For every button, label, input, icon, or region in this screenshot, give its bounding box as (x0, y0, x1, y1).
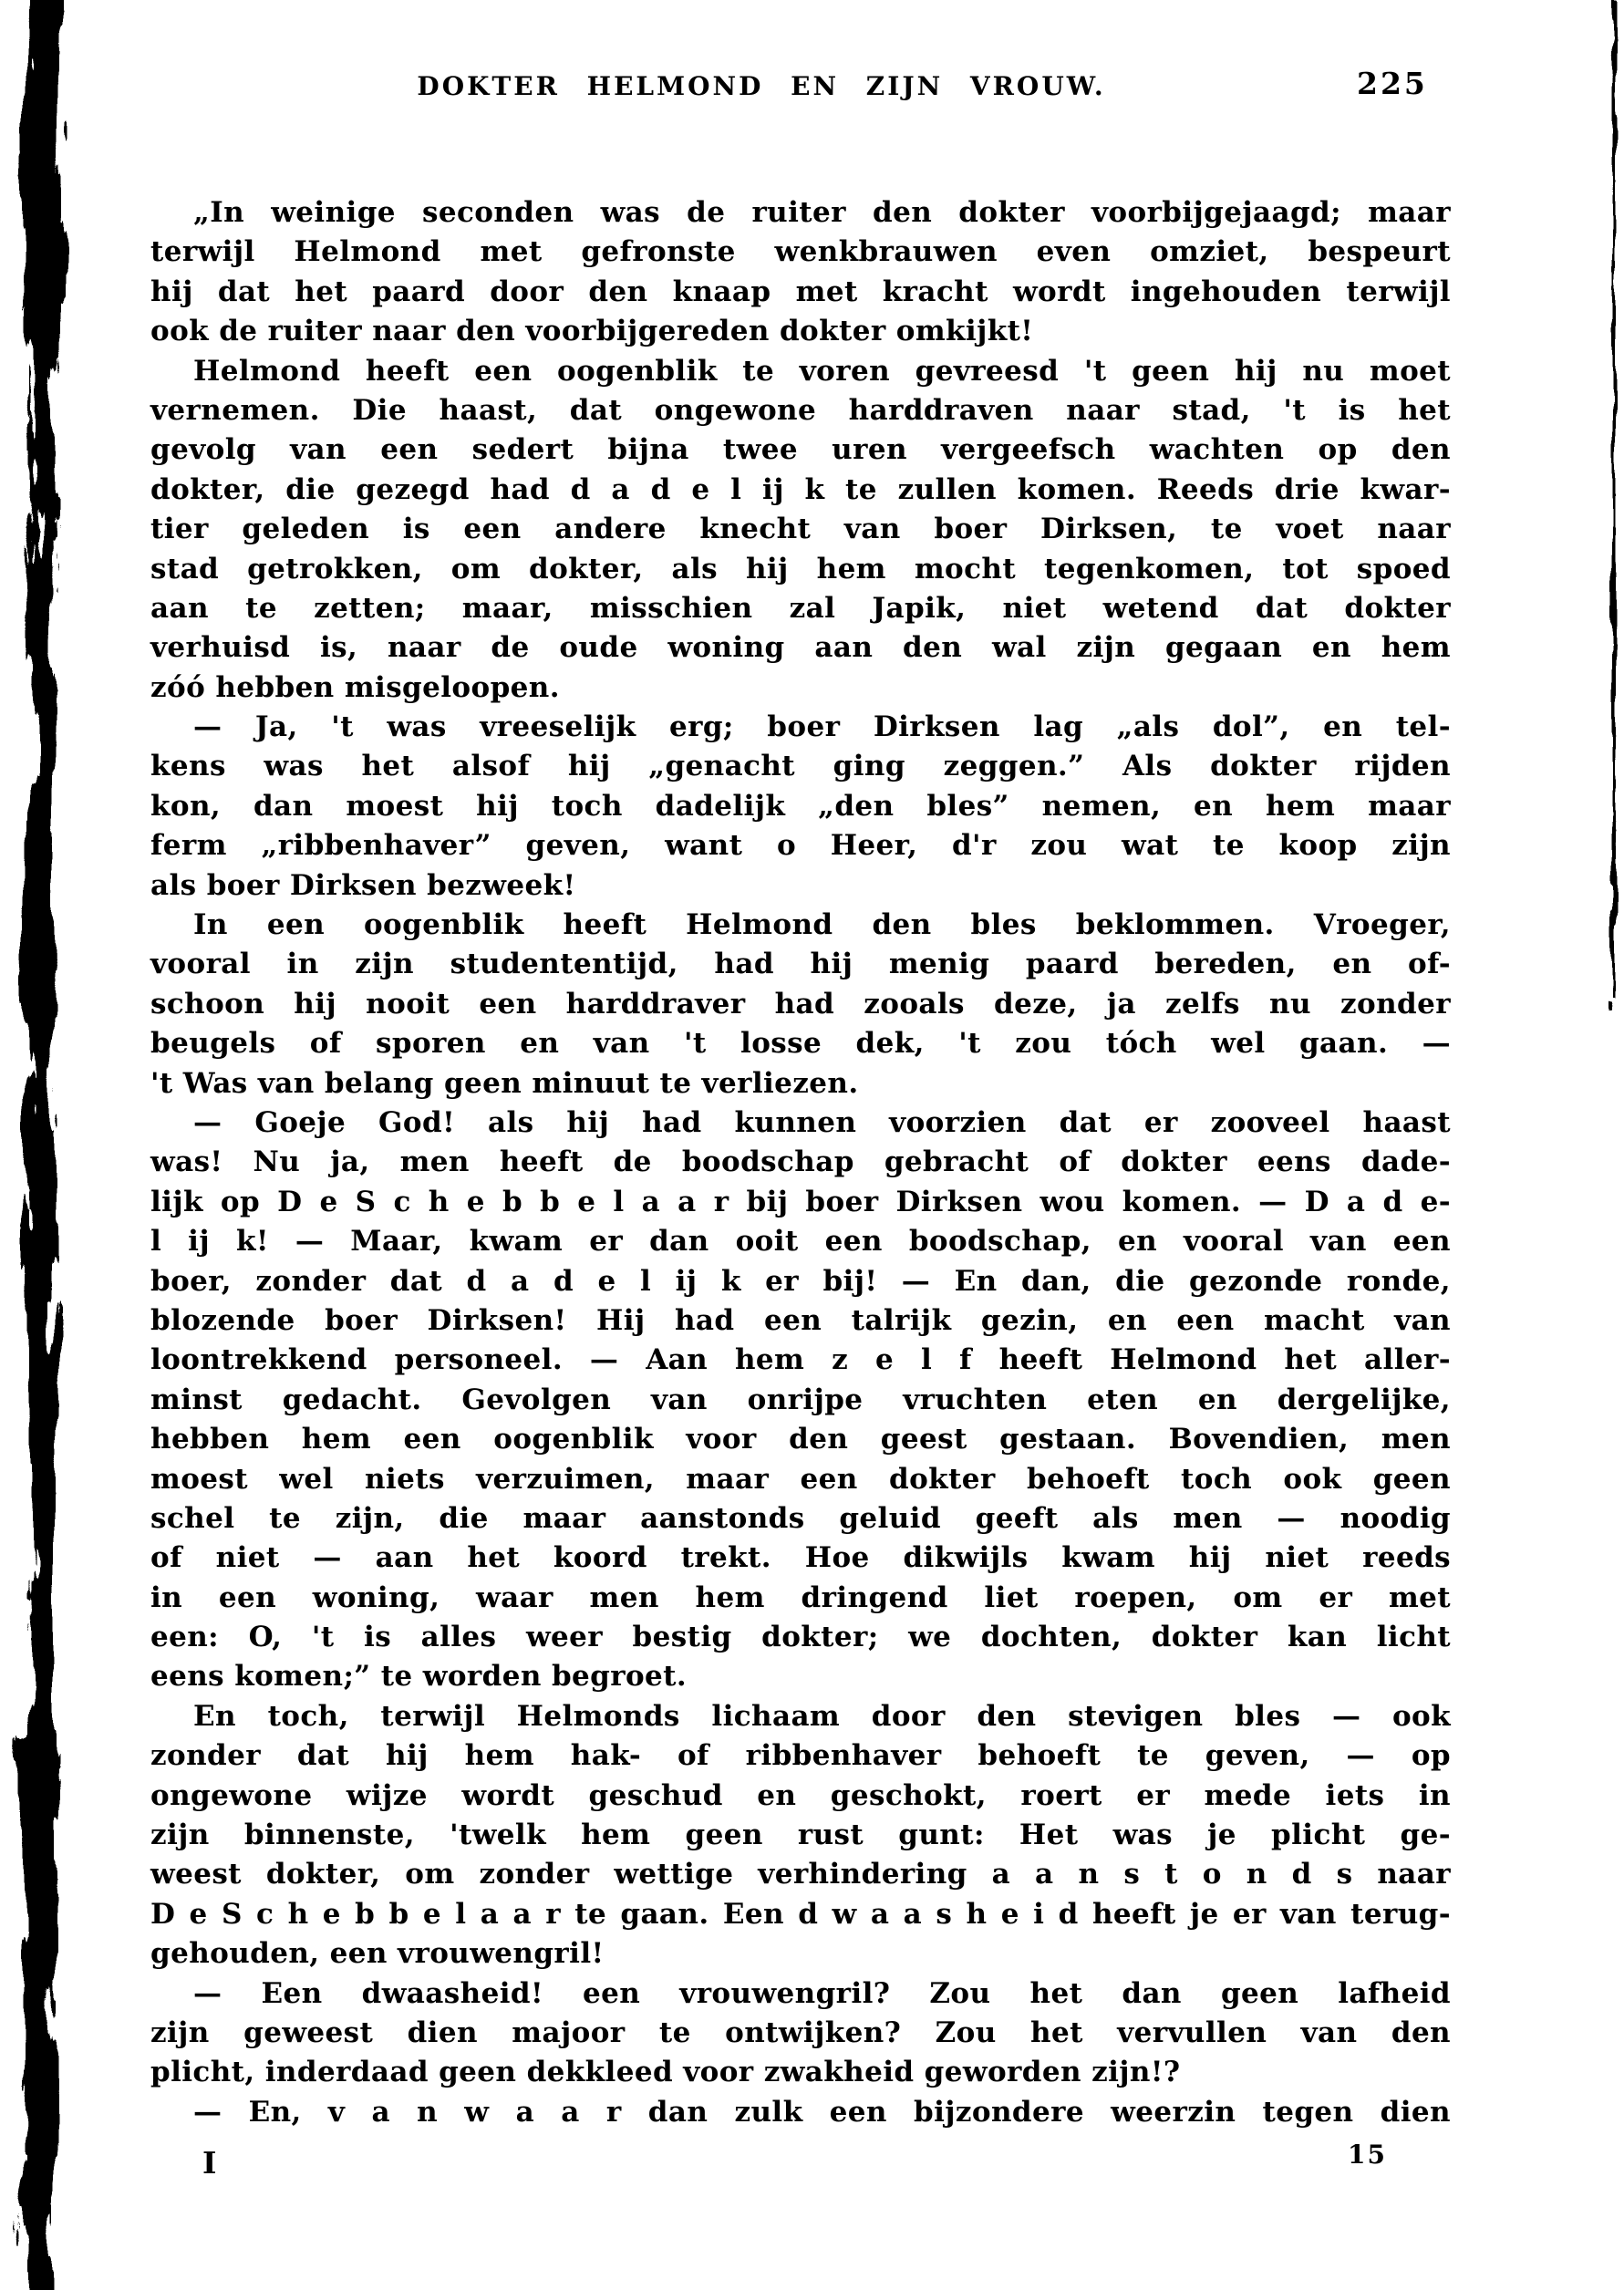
text-line: — Een dwaasheid! een vrouwengril? Zou het dan geen lafheid (193, 1976, 1451, 2010)
page-number: 225 (1357, 66, 1428, 101)
text-line: eens komen;” te worden begroet. (150, 1660, 688, 1694)
text-line: beugels of sporen en van 't losse dek, 't zou tóch wel gaan. — (150, 1027, 1451, 1061)
text-line: weest dokter, om zonder wettige verhindering a a n s t o n d s naar (150, 1858, 1451, 1891)
text-line: hij dat het paard door den knaap met kracht wordt ingehouden terwijl (150, 275, 1451, 308)
text-line: 't Was van belang geen minuut te verliezen. (150, 1066, 859, 1100)
text-line: een: O, 't is alles weer bestig dokter; we dochten, dokter kan licht (150, 1621, 1451, 1654)
text-line: gehouden, een vrouwengril! (150, 1937, 605, 1971)
text-line: in een woning, waar men hem dringend liet roepen, om er met (150, 1580, 1451, 1614)
text-line: „In weinige seconden was de ruiter den dokter voorbijgejaagd; maar (193, 196, 1451, 229)
text-line: vooral in zijn studententijd, had hij menig paard bereden, en of- (150, 948, 1451, 981)
text-line: moest wel niets verzuimen, maar een dokter behoeft toch ook geen (150, 1462, 1451, 1496)
text-line: D e S c h e b b e l a a r te gaan. Een d w a a s h e i d heeft je er van terug- (150, 1897, 1451, 1931)
text-line: tier geleden is een andere knecht van boer Dirksen, te voet naar (150, 513, 1451, 546)
text-line: zóó hebben misgeloopen. (150, 670, 560, 704)
text-line: Helmond heeft een oogenblik te voren gevreesd 't geen hij nu moet (193, 354, 1451, 388)
text-line: stad getrokken, om dokter, als hij hem mocht tegenkomen, tot spoed (150, 552, 1451, 585)
text-line: minst gedacht. Gevolgen van onrijpe vruchten eten en dergelijke, (150, 1383, 1451, 1416)
text-line: ferm „ribbenhaver” geven, want o Heer, d'r zou wat te koop zijn (150, 829, 1451, 863)
text-line: verhuisd is, naar de oude woning aan den wal zijn gegaan en hem (150, 631, 1451, 665)
text-line: ongewone wijze wordt geschud en geschokt, roert er mede iets in (150, 1778, 1451, 1812)
text-line: boer, zonder dat d a d e l ij k er bij! — En dan, die gezonde ronde, (150, 1264, 1451, 1298)
scan-line-right (1594, 0, 1624, 1031)
scan-noise-band (0, 0, 109, 2290)
text-block (150, 193, 1451, 2132)
text-line: of niet — aan het koord trekt. Hoe dikwijls kwam hij niet reeds (150, 1541, 1451, 1575)
text-line: kon, dan moest hij toch dadelijk „den bles” nemen, en hem maar (150, 789, 1451, 823)
text-line: zijn geweest dien majoor te ontwijken? Zou het vervullen van den (150, 2015, 1451, 2049)
text-line: — Goeje God! als hij had kunnen voorzien dat er zooveel haast (193, 1105, 1451, 1139)
text-line: terwijl Helmond met gefronste wenkbrauwen even omziet, bespeurt (150, 235, 1451, 269)
text-line: kens was het alsof hij „genacht ging zeggen.” Als dokter rijden (150, 750, 1451, 783)
text-line: schoon hij nooit een harddraver had zooals deze, ja zelfs nu zonder (150, 987, 1451, 1021)
text-line: plicht, inderdaad geen dekkleed voor zwakheid geworden zijn!? (150, 2056, 1181, 2089)
text-line: schel te zijn, die maar aanstonds geluid geeft als men — noodig (150, 1501, 1451, 1535)
footer-sheet-number: 15 (1348, 2140, 1387, 2170)
text-line: was! Nu ja, men heeft de boodschap gebracht of dokter eens dade- (150, 1145, 1451, 1179)
text-line: — Ja, 't was vreeselijk erg; boer Dirksen lag „als dol”, en tel- (193, 710, 1451, 744)
text-line: lijk op D e S c h e b b e l a a r bij boer Dirksen wou komen. — D a d e- (150, 1185, 1451, 1218)
text-line: hebben hem een oogenblik voor den geest gestaan. Bovendien, men (150, 1423, 1451, 1456)
text-line: zijn binnenste, 'twelk hem geen rust gunt: Het was je plicht ge- (150, 1819, 1451, 1852)
text-line: En toch, terwijl Helmonds lichaam door den stevigen bles — ook (193, 1699, 1451, 1733)
text-line: l ij k! — Maar, kwam er dan ooit een boodschap, en vooral van een (150, 1225, 1451, 1259)
text-line: gevolg van een sedert bijna twee uren vergeefsch wachten op den (150, 433, 1451, 467)
text-line: dokter, die gezegd had d a d e l ij k te zullen komen. Reeds drie kwar- (150, 472, 1451, 506)
running-header-title: DOKTER HELMOND EN ZIJN VROUW. (417, 71, 1106, 101)
text-line: loontrekkend personeel. — Aan hem z e l f heeft Helmond het aller- (150, 1343, 1451, 1377)
text-line: aan te zetten; maar, misschien zal Japik, niet wetend dat dokter (150, 591, 1451, 625)
text-line: blozende boer Dirksen! Hij had een talrijk gezin, en een macht van (150, 1303, 1451, 1337)
text-line: In een oogenblik heeft Helmond den bles beklommen. Vroeger, (193, 908, 1451, 942)
text-line: als boer Dirksen bezweek! (150, 868, 576, 902)
text-line: zonder dat hij hem hak- of ribbenhaver behoeft te geven, — op (150, 1739, 1451, 1773)
text-line: — En, v a n w a a r dan zulk een bijzondere weerzin tegen dien (193, 2095, 1451, 2129)
footer-signature-mark: I (202, 2145, 217, 2181)
text-line: vernemen. Die haast, dat ongewone harddraven naar stad, 't is het (150, 393, 1451, 427)
text-line: ook de ruiter naar den voorbijgereden dokter omkijkt! (150, 315, 1034, 348)
